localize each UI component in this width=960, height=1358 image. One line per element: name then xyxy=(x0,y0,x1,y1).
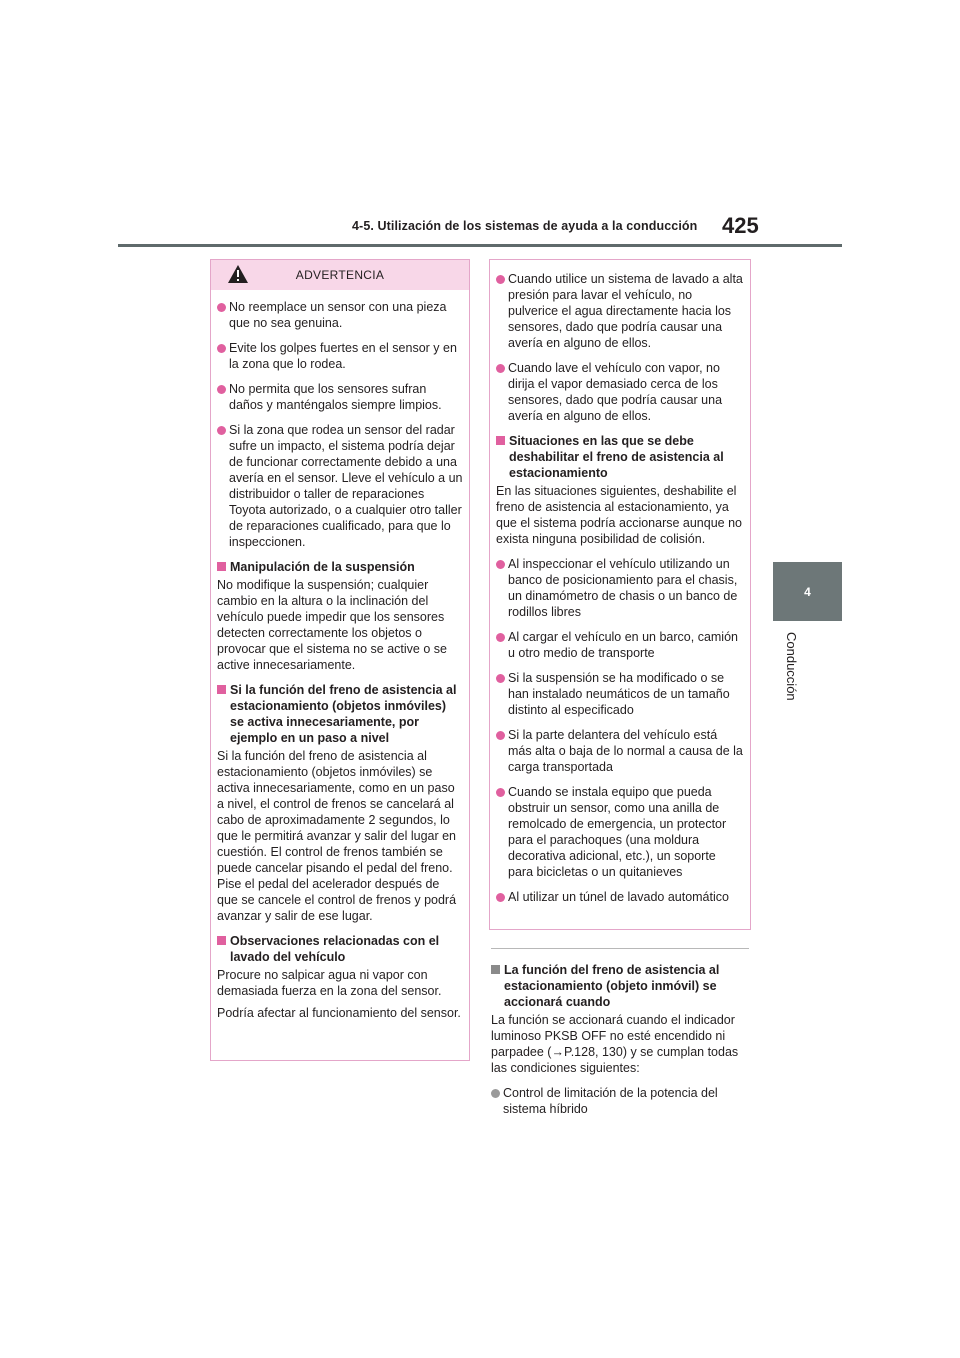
section-text: Si la función del freno de asistencia al estacionamiento (objetos inmóviles) se activa innecesariamente, como en un paso a nivel, el control de frenos se cancelará al cabo de aproximadamente 2 segundos, lo que le permitirá avanzar y salir del lugar en cuestión. El control de frenos también se puede cancelar pisando el pedal del freno. Pise el pedal del acelerador después de que se cancele el control de frenos y podrá avanzar y salir de ese lugar. xyxy=(217,749,457,923)
list-item: No reemplace un sensor con una pieza que no sea genuina. xyxy=(217,299,463,331)
section-text: Podría afectar al funcionamiento del sensor. xyxy=(217,1006,461,1020)
section-text: No modifique la suspensión; cualquier cambio en la altura o la inclinación del vehículo puede impedir que los sensores detecten correctamente los objetos o provocar que el sistema no se active o se active innecesariamente. xyxy=(217,578,447,672)
warning-left-content xyxy=(211,299,469,1021)
warning-box-left xyxy=(210,259,470,1061)
list-item: Cuando utilice un sistema de lavado a alta presión para lavar el vehículo, no pulverice el agua directamente hacia los sensores, dado que podría causar una avería en alguno de ellos. xyxy=(496,271,744,351)
chapter-title: 4-5. Utilización de los sistemas de ayuda a la conducción xyxy=(352,219,698,233)
list-item: Al utilizar un túnel de lavado automático xyxy=(496,889,744,905)
warning-title: ADVERTENCIA xyxy=(295,268,385,282)
section-heading: Si la función del freno de asistencia al estacionamiento (objetos inmóviles) se activa innecesariamente, por ejemplo en un paso a nivel xyxy=(217,682,463,746)
header-rule xyxy=(118,244,842,247)
section-heading: La función del freno de asistencia al estacionamiento (objeto inmóvil) se accionará cuando xyxy=(491,962,749,1010)
section-text: Procure no salpicar agua ni vapor con demasiada fuerza en la zona del sensor. xyxy=(217,968,442,998)
warning-box-right xyxy=(489,259,751,930)
list-item: Si la suspensión se ha modificado o se han instalado neumáticos de un tamaño distinto al especificado xyxy=(496,670,744,718)
section-heading: Situaciones en las que se debe deshabilitar el freno de asistencia al estacionamiento xyxy=(496,433,744,481)
section-text: En las situaciones siguientes, deshabilite el freno de asistencia al estacionamiento, ya que el sistema podría accionarse aunque no exista ninguna posibilidad de colisión. xyxy=(496,484,742,546)
list-item: No permita que los sensores sufran daños y manténgalos siempre limpios. xyxy=(217,381,463,413)
list-item: Control de limitación de la potencia del sistema híbrido xyxy=(491,1085,749,1117)
list-item: Al inspeccionar el vehículo utilizando un banco de posicionamiento para el chasis, un dinamómetro de chasis o un banco de rodillos libres xyxy=(496,556,744,620)
list-item: Si la zona que rodea un sensor del radar sufre un impacto, el sistema podría dejar de funcionar correctamente debido a una avería en el sensor. Lleve el vehículo a un distribuidor o taller de reparaciones Toyota autorizado, o a cualquier otro taller de reparaciones cualificado, para que lo inspeccionen. xyxy=(217,422,463,550)
warning-triangle-icon xyxy=(227,264,249,284)
chapter-tab-number: 4 xyxy=(804,584,811,599)
section-text: La función se accionará cuando el indicador luminoso PKSB OFF no esté encendido ni parpadee (→P.128, 130) y se cumplan todas las condiciones siguientes: xyxy=(491,1013,739,1075)
warning-header xyxy=(211,260,469,290)
list-item: Cuando lave el vehículo con vapor, no dirija el vapor demasiado cerca de los sensores, dado que podría causar una avería en alguno de ellos. xyxy=(496,360,744,424)
section-heading: Observaciones relacionadas con el lavado del vehículo xyxy=(217,933,463,965)
chapter-tab xyxy=(773,562,842,621)
chapter-tab-label: Conducción xyxy=(784,632,799,701)
warning-right-content xyxy=(490,260,750,905)
list-item: Al cargar el vehículo en un barco, camión u otro medio de transporte xyxy=(496,629,744,661)
section-heading: Manipulación de la suspensión xyxy=(217,559,463,575)
lower-section xyxy=(491,953,749,1117)
list-item: Evite los golpes fuertes en el sensor y en la zona que lo rodea. xyxy=(217,340,463,372)
page-number: 425 xyxy=(722,213,759,238)
section-divider xyxy=(491,948,749,949)
list-item: Cuando se instala equipo que pueda obstruir un sensor, como una anilla de remolcado de emergencia, un protector para el parachoques (una moldura decorativa adicional, etc.), un soporte para bicicletas o un quitanieves xyxy=(496,784,744,880)
list-item: Si la parte delantera del vehículo está más alta o baja de lo normal a causa de la carga transportada xyxy=(496,727,744,775)
